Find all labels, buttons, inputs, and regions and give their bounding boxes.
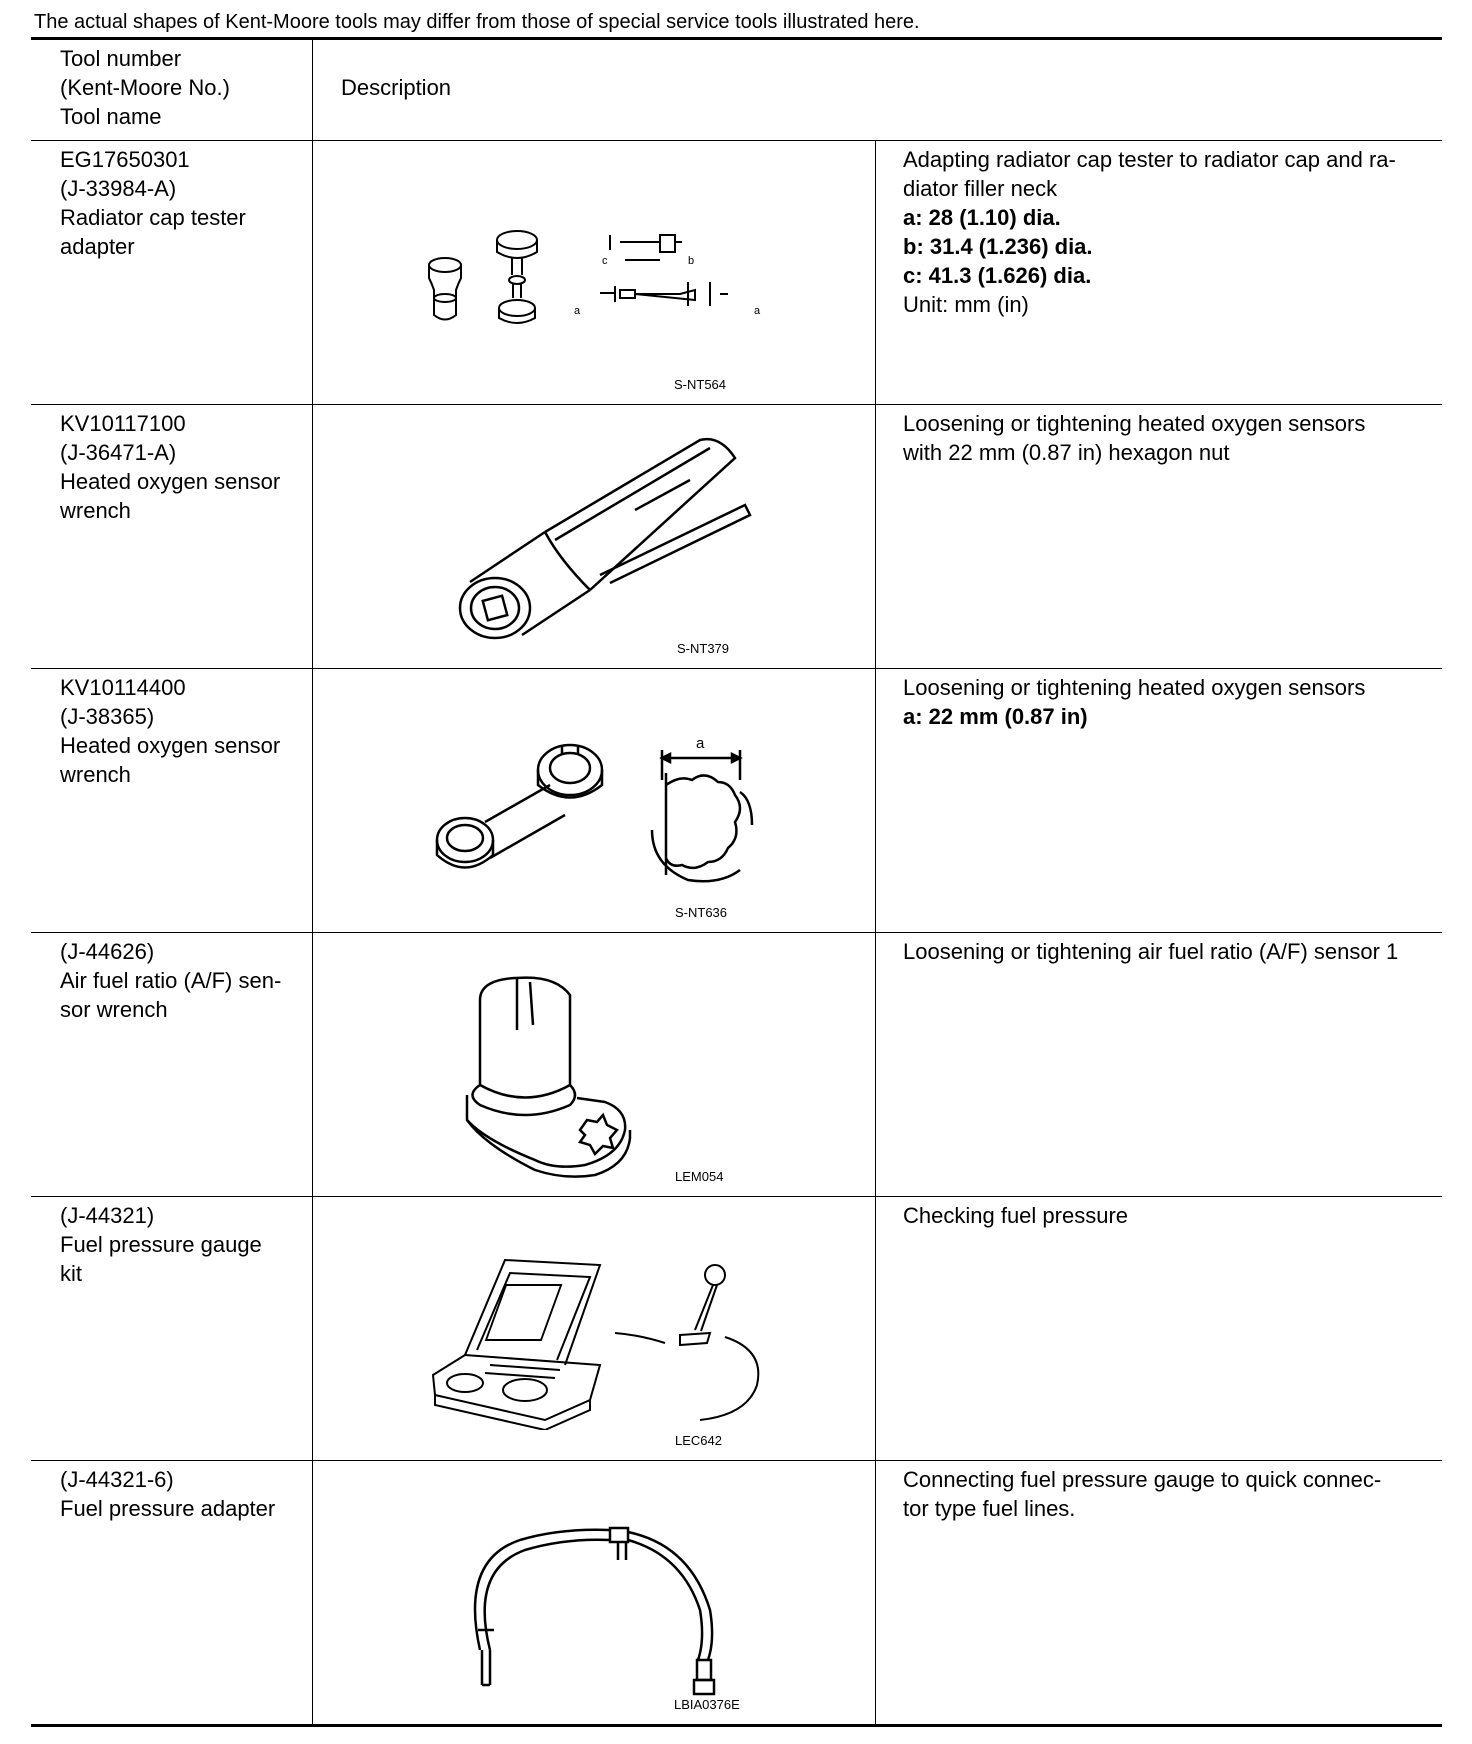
figure-code: LEM054	[675, 1169, 724, 1184]
figure-label-a: a	[574, 305, 581, 317]
figure-code: S-NT564	[674, 377, 727, 392]
af-sensor-wrench-illustration	[455, 970, 655, 1180]
tool-name: Heated oxygen sensor	[60, 733, 281, 758]
tool-name: Radiator cap tester	[60, 205, 246, 230]
flare-nut-wrench-illustration	[430, 730, 770, 910]
row-rule	[31, 668, 1442, 669]
tool-number: KV10114400	[60, 675, 186, 700]
tool-name: Fuel pressure adapter	[60, 1496, 276, 1521]
figure-code: S-NT379	[677, 641, 730, 656]
tool-cell-4	[60, 937, 281, 1024]
kent-moore-number: (J-44321-6)	[60, 1467, 174, 1492]
header-description: Description	[341, 75, 452, 100]
row-rule	[31, 932, 1442, 933]
description-cell-4: Loosening or tightening air fuel ratio (A/F) sensor 1	[903, 939, 1399, 964]
header-rule	[31, 140, 1442, 141]
oxygen-sensor-socket-illustration	[450, 430, 780, 650]
table-note: The actual shapes of Kent-Moore tools may differ from those of special service tools illustrated here.	[34, 11, 920, 33]
figure-code: LEC642	[675, 1433, 722, 1448]
description-cell-1: Adapting radiator cap tester to radiator cap and ra- diator filler neck a: 28 (1.10) dia. b: 31.4 (1.236) dia. c: 41.3 (1.626) dia. Unit: mm (in)	[903, 147, 1396, 317]
kent-moore-number: (J-36471-A)	[60, 440, 177, 465]
figure-label-a: a	[696, 735, 705, 752]
tool-name: wrench	[60, 498, 131, 523]
kent-moore-number: (J-38365)	[60, 704, 155, 729]
tool-name: Heated oxygen sensor	[60, 469, 281, 494]
description-cell-5: Checking fuel pressure	[903, 1203, 1129, 1228]
tool-name: sor wrench	[60, 997, 168, 1022]
kent-moore-number: (J-33984-A)	[60, 176, 177, 201]
tool-name: Air fuel ratio (A/F) sen-	[60, 968, 282, 993]
figure-label-a: a	[754, 305, 761, 317]
figure-label-b: b	[688, 255, 695, 267]
tool-name: wrench	[60, 762, 131, 787]
tool-cell-5	[60, 1201, 262, 1288]
header-tool-number: Tool number (Kent-Moore No.) Tool name	[60, 46, 230, 129]
tool-cell-1	[60, 145, 246, 261]
row-rule	[31, 1460, 1442, 1461]
tool-name: adapter	[60, 234, 135, 259]
tool-cell-3	[60, 673, 280, 789]
kent-moore-number: (J-44321)	[60, 1203, 155, 1228]
figure-code: LBIA0376E	[674, 1697, 740, 1712]
description-cell-6: Connecting fuel pressure gauge to quick connec- tor type fuel lines.	[903, 1467, 1382, 1521]
tool-number: EG17650301	[60, 147, 190, 172]
tool-name: Fuel pressure gauge	[60, 1232, 262, 1257]
tool-cell-2	[60, 409, 280, 525]
description-cell-3: Loosening or tightening heated oxygen sensors a: 22 mm (0.87 in)	[903, 675, 1366, 729]
figure-code: S-NT636	[675, 905, 728, 920]
tool-number: KV10117100	[60, 411, 186, 436]
column-divider-1	[312, 40, 313, 1724]
row-rule	[31, 1196, 1442, 1197]
description-cell-2: Loosening or tightening heated oxygen sensors with 22 mm (0.87 in) hexagon nut	[903, 411, 1366, 465]
tool-cell-6	[60, 1465, 275, 1523]
kent-moore-number: (J-44626)	[60, 939, 155, 964]
figure-label-c: c	[602, 255, 608, 267]
fuel-pressure-gauge-kit-illustration	[425, 1255, 770, 1430]
row-rule	[31, 404, 1442, 405]
fuel-pressure-adapter-illustration	[450, 1500, 730, 1700]
tool-name: kit	[60, 1261, 82, 1286]
radiator-cap-adapter-illustration	[420, 220, 780, 360]
table-top-rule	[31, 37, 1442, 40]
table-bottom-rule	[31, 1724, 1442, 1727]
